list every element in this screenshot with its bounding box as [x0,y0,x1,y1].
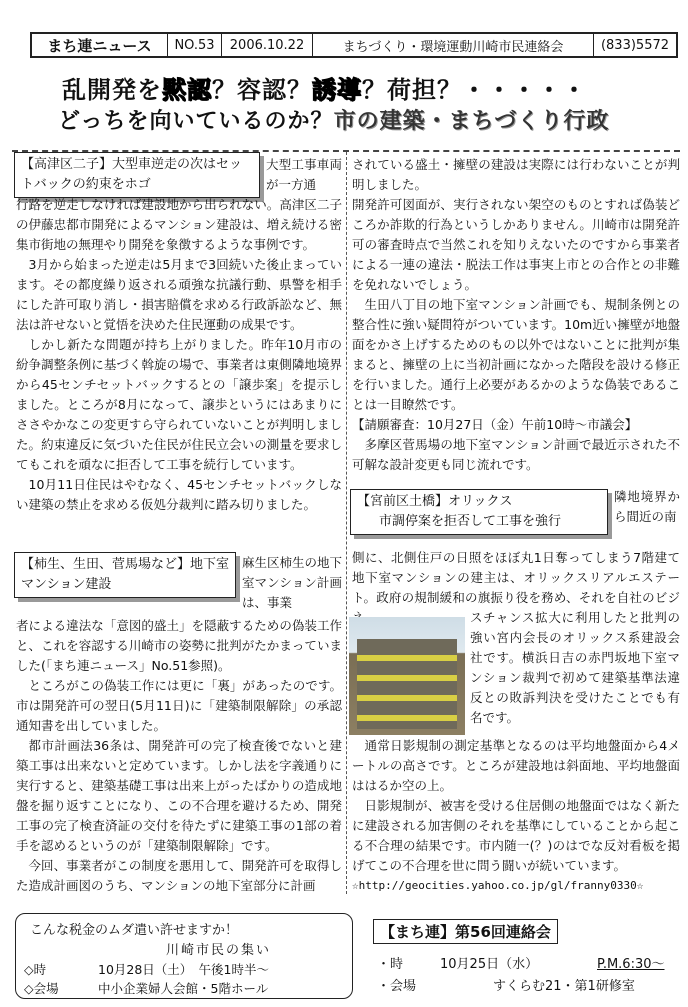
article-body-futako [16,195,342,515]
article-body-continued [352,155,680,475]
event-place-label: ◇会場 [24,981,59,996]
headline-accent: 市の建築・まちづくり行政 [333,109,610,134]
paragraph: しかし新たな問題が持ち上がりました。昨年10月市の紛争調整条例に基づく斡旋の場で、事業者は東側隣地境界から45センチセットバックするとの「譲歩案」を提示しました。ところが8月になって、譲歩というにはあまりにささやかなこの変更すら守られていないことが判明しました。約束違反に気づいた住民が住民立会いの測量を要求してもこれを頑なに拒否して工事を続行しています。 [16,337,342,472]
event-time-label: ・時 [377,957,404,972]
paragraph: 都市計画法36条は、開発許可の完了検査後でないと建築工事は出来ないと定めています。しかし法を字義通りに実行すると、建築基礎工事は出来上がったばかりの造成地盤を掘り返すことになり、この不合理を避けるため、開発工事の完了検査済証の交付を待たずに建築工事の1部の着手を認めるというのが「建築制限解除」です。 [16,738,342,853]
lead-text: 麻生区柿生の地下室マンション計画は、事業 [242,555,343,610]
headline-part: ？荷担？・・・・・ [362,76,587,104]
issue-date: 2006.10.22 [222,34,313,56]
article-heading-tsuchihashi [350,489,608,535]
paragraph: 多摩区菅馬場の地下室マンション計画で最近示された不可解な設計変更も同じ流れです。 [352,437,680,472]
column-divider [346,152,347,894]
article-body-orix [470,608,680,728]
masthead [30,32,678,58]
blog-url[interactable]: ☆http://geocities.yahoo.co.jp/gl/franny0330☆ [352,879,644,892]
event-time-label: ◇時 [24,962,47,977]
headline-part: どっちを向いているのか？ [58,109,334,134]
article-lead-futako [266,155,342,195]
article-body-nichiei [352,736,680,896]
headline-part: 乱開発を [62,76,162,104]
event-citizens-meeting [15,913,353,999]
headline-line-2 [58,104,609,135]
event-title: こんな税金のムダ遣い許せますか！ [30,923,239,938]
paragraph: ところがこの偽装工作には更に「裏」があったのです。市は開発許可の翌日(5月11日)に「建築制限解除」の承認通知書を出していました。 [16,678,342,733]
article-body-kakio [16,616,342,896]
paragraph: 通常日影規制の測定基準となるのは平均地盤面から4メートルの高さです。ところが建設地は斜面地、平均地盤面ははるか空の上。 [352,738,680,793]
paragraph: スチャンス拡大に利用したと批判の強い宮内会長のオリックス系建設会社です。横浜日吉の赤門坂地下室マンション裁判で初めて建築基準法違反との敗訴判決を受けたことでも有名です。 [470,610,680,725]
phone-number: (833)5572 [600,37,670,53]
paragraph: 日影規制が、被害を受ける住居側の地盤面ではなく新たに建設される加害側のそれを基準にしていることから起こる不合理の結果です。市内随一(？)のはでな反対看板を掲げてこの不合理を世に問う闘いが続いています。 [352,798,680,873]
event-place-label: ・会場 [377,979,417,994]
event-subtitle: 川崎市民の集い [166,943,272,958]
event-time-value: 10月25日（水） [440,957,539,972]
organization-name: まちづくり・環境運動川崎市民連絡会 [313,34,594,56]
event-time-hour: P.M.6:30～ [597,957,665,972]
newsletter-name: まち連ニュース [32,34,168,56]
issue-number: NO.53 [168,34,222,56]
headline-part: ？容認？ [212,76,312,104]
article-heading-kakio: 【柿生、生田、菅馬場など】地下室マンション建設 [14,552,236,598]
event-place-value: 中小企業婦人会館・5階ホール [98,981,269,996]
event-title: 【まち連】第56回連絡会 [373,919,558,944]
paragraph: 側に、北側住戸の日照をほぼ丸1日奪ってしまう7階建て地下室マンションの建主は、オリックスリアルエステート。政府の規制緩和の旗振り役を務め、それを自社のビジ [352,550,680,605]
paragraph: 3月から始まった逆走は5月まで3回続いた後止まっています。その都度繰り返される頑強な抗議行動、県警を相手にした許可取り消し・損害賠償を求める行政訴訟など、無法は許せないと覚悟を決めた住民運動の成果です。 [16,257,342,332]
headline-emphasis: 誘導 [312,76,362,104]
article-lead-kakio [242,553,342,613]
heading-title: 【宮前区土橋】オリックス [357,494,513,509]
heading-subtitle: 市調停案を拒否して工事を強行 [379,514,562,529]
article-heading-futako: 【高津区二子】大型車逆走の次はセットバックの約束をホゴ [14,152,260,198]
event-time-value: 10月28日（土） 午後1時半～ [98,962,270,977]
petition-notice: 【請願審査：10月27日（金）午前10時～市議会】 [352,417,638,432]
paragraph: 行路を逆走しなければ建設地から出られない。高津区二子の伊藤忠都市開発によるマンション建設は、増え続ける密集市街地の無理やり開発を象徴するような事例です。 [16,197,342,252]
lead-text: 大型工事車両が一方通 [266,157,342,192]
paragraph: 10月11日住民はやむなく、45センチセットバックしない建築の禁止を求める仮処分裁判に踏み切りました。 [16,477,342,512]
paragraph: 今回、事業者がこの制度を悪用して、開発許可を取得した造成計画図のうち、マンションの地下室部分に計画 [16,858,342,893]
lead-text: 隣地境界から間近の南 [614,489,680,524]
headline-line-1 [62,70,587,105]
article-lead-tsuchihashi [614,487,680,527]
paragraph: 開発許可図面が、実行されない架空のものとすれば偽装どころか詐欺的行為というしかありません。川崎市は開発許可の審査時点で当然これを知りえないたのですから事業者による一連の違法・脱法工作は事実上市との合作との非難を免れないでしょう。 [352,197,680,292]
paragraph: 者による違法な「意図的盛土」を隠蔽するための偽装工作と、これを容認する川崎市の姿勢に批判がたかまっていました(「まち連ニュース」No.51参照)。 [16,618,342,673]
paragraph: 生田八丁目の地下室マンション計画でも、規制条例との整合性に強い疑問符がついています。10m近い擁壁が地盤面をかさ上げするためのもの以外ではないことに批判が集まると、擁壁の上に当初計画になかった階段を設ける修正を行いました。通行上必要があるかのような偽装であることは一目瞭然です。 [352,297,680,412]
headline-emphasis: 黙認 [162,76,212,104]
building-photo [349,617,465,735]
event-liaison-meeting [365,913,680,999]
paragraph: されている盛土・擁壁の建設は実際には行わないことが判明しました。 [352,157,680,192]
event-place-value: すくらむ21・第1研修室 [493,979,635,994]
